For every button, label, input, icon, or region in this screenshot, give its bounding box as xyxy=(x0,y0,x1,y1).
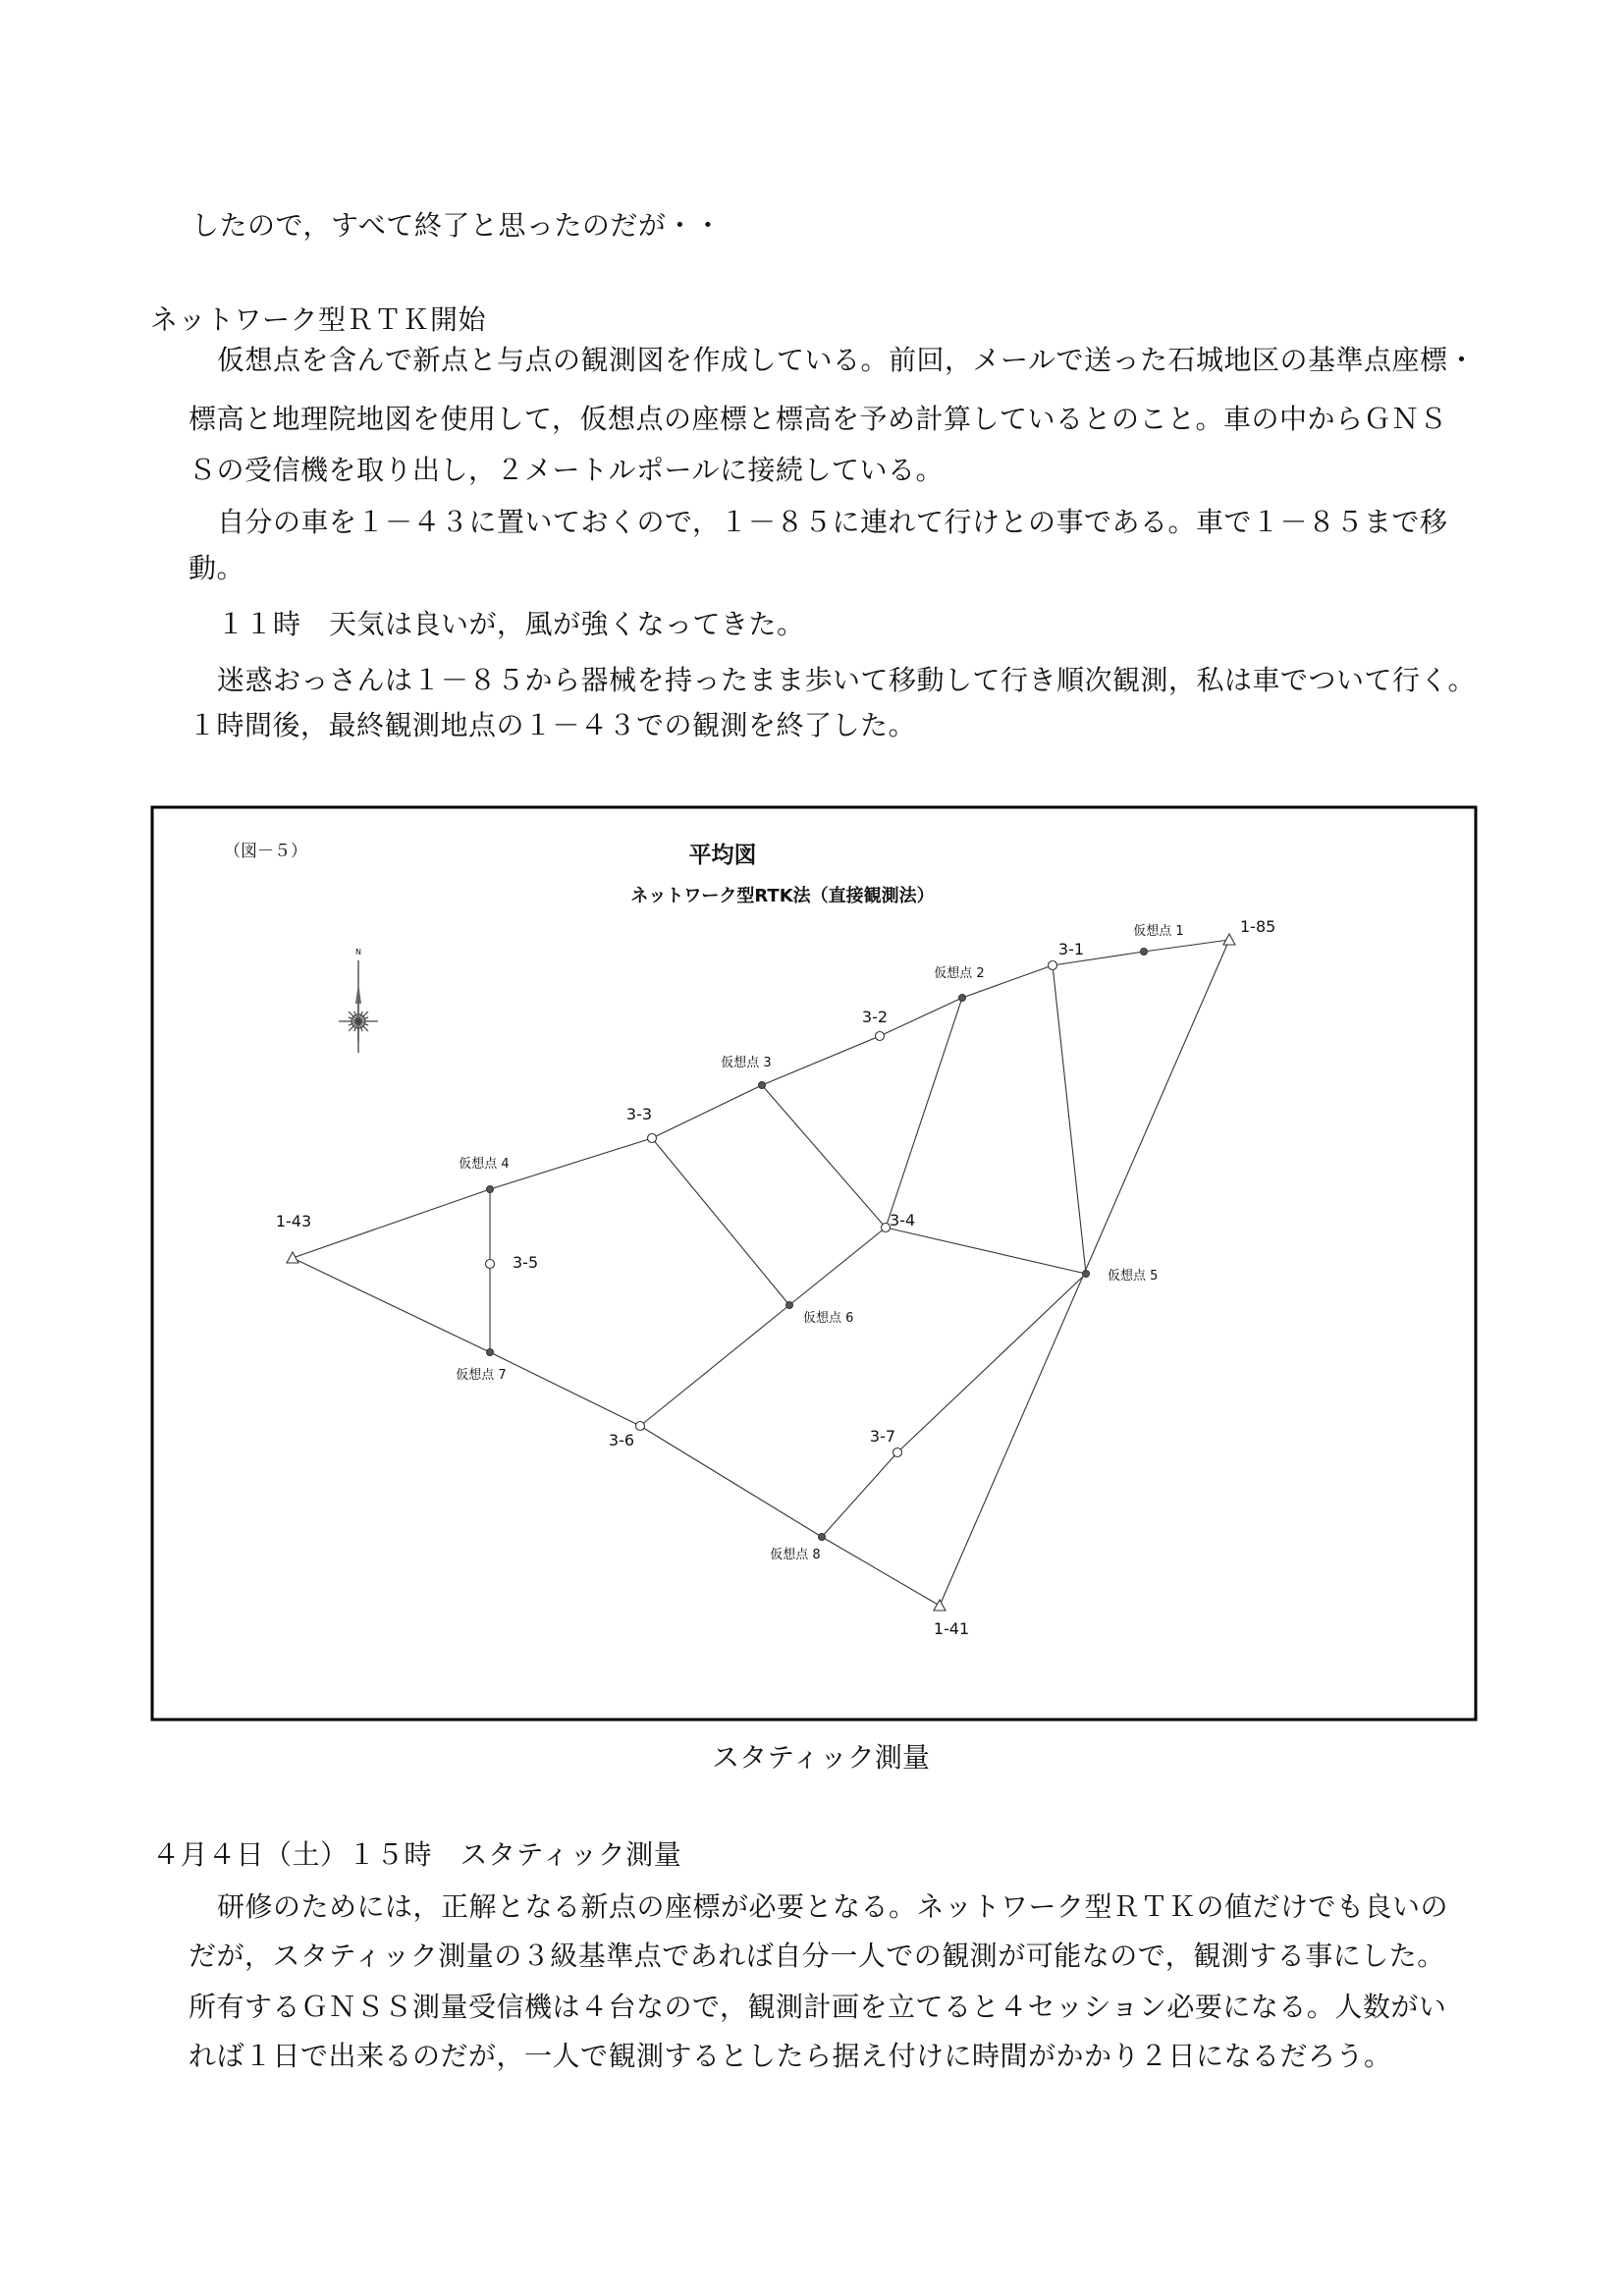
node-label: 仮想点 2 xyxy=(934,966,985,981)
virtual-point-dot-icon xyxy=(959,995,966,1002)
figure-caption: スタティック測量 xyxy=(712,1741,930,1774)
paragraph-line: 動。 xyxy=(189,552,245,584)
compass-arrow xyxy=(355,982,361,1004)
edge-3-3-v6 xyxy=(652,1138,789,1305)
paragraph-line: Ｓの受信機を取り出し，２メートルポールに接続している。 xyxy=(189,454,944,486)
virtual-point-dot-icon xyxy=(1141,949,1148,956)
paragraph-line: １１時 天気は良いが，風が強くなってきた。 xyxy=(217,608,805,640)
edge-3-6-v8 xyxy=(640,1426,822,1537)
paragraph-line: 迷惑おっさんは１－８５から器械を持ったまま歩いて移動して行き順次観測，私は車でついて行く。 xyxy=(217,664,1476,696)
edge-3-4-v5 xyxy=(886,1228,1086,1274)
paragraph-line: １時間後，最終観測地点の１－４３での観測を終了した。 xyxy=(189,709,917,741)
figure-subtitle: ネットワーク型RTK法（直接観測法） xyxy=(630,886,935,906)
paragraph-line: だが，スタティック測量の３級基準点であれば自分一人での観測が可能なので，観測する事にした。 xyxy=(189,1940,1445,1972)
virtual-point-dot-icon xyxy=(1083,1271,1090,1278)
node-label: 仮想点 6 xyxy=(803,1311,854,1326)
node-label: 3-6 xyxy=(608,1431,635,1449)
edge-1-43-v7 xyxy=(293,1258,490,1352)
new-point-circle-icon xyxy=(893,1449,902,1457)
node-label: 3-3 xyxy=(625,1105,653,1123)
paragraph-line: 自分の車を１－４３に置いておくので，１－８５に連れて行けとの事である。車で１－８５まで移 xyxy=(217,506,1448,538)
text-line: したので，すべて終了と思ったのだが・・ xyxy=(191,209,723,242)
virtual-point-dot-icon xyxy=(487,1186,494,1193)
node-label: 仮想点 4 xyxy=(459,1157,510,1172)
figure-number: （図－５） xyxy=(224,842,307,861)
virtual-point-dot-icon xyxy=(487,1349,494,1356)
paragraph-line: れば１日で出来るのだが，一人で観測するとしたら据え付けに時間がかかり２日になるだろう。 xyxy=(189,2040,1392,2072)
paragraph-line: 標高と地理院地図を使用して，仮想点の座標と標高を予め計算しているとのこと。車の中からＧＮＳ xyxy=(189,403,1447,435)
edge-3-1-v5 xyxy=(1053,965,1086,1274)
edge-3-7-v8 xyxy=(822,1452,897,1537)
edge-v4-3-3 xyxy=(490,1138,652,1189)
node-label: 1-85 xyxy=(1240,917,1276,936)
new-point-circle-icon xyxy=(876,1032,885,1041)
node-label: 仮想点 1 xyxy=(1133,924,1184,939)
virtual-point-dot-icon xyxy=(819,1534,826,1541)
compass-north-label: N xyxy=(355,948,361,957)
node-label: 仮想点 5 xyxy=(1108,1269,1159,1284)
node-label: 3-5 xyxy=(513,1253,539,1272)
edge-v1-1-85 xyxy=(1144,940,1229,952)
node-label: 3-4 xyxy=(890,1211,916,1230)
edge-v5-3-7 xyxy=(897,1274,1086,1452)
edge-v2-3-4 xyxy=(886,998,962,1228)
paragraph-line: 所有するＧＮＳＳ測量受信機は４台なので，観測計画を立てると４セッション必要になる。人数がい xyxy=(189,1991,1447,2023)
known-point-triangle-icon xyxy=(287,1252,298,1263)
edge-v8-1-41 xyxy=(822,1537,940,1606)
edge-v3-3-4 xyxy=(762,1085,886,1228)
section-heading-rtk: ネットワーク型ＲＴＫ開始 xyxy=(150,303,487,336)
node-label: 仮想点 3 xyxy=(721,1056,772,1070)
virtual-point-dot-icon xyxy=(786,1302,793,1309)
edge-3-3-v3 xyxy=(652,1085,762,1138)
figure-title: 平均図 xyxy=(688,843,757,868)
edge-v3-3-2 xyxy=(762,1036,880,1085)
node-label: 仮想点 7 xyxy=(456,1368,507,1383)
new-point-circle-icon xyxy=(636,1422,645,1431)
edge-3-2-v2 xyxy=(880,998,962,1036)
node-label: 3-1 xyxy=(1057,940,1085,958)
node-label: 3-7 xyxy=(869,1427,896,1446)
new-point-circle-icon xyxy=(648,1134,657,1143)
known-point-triangle-icon xyxy=(1223,934,1235,945)
figure-frame xyxy=(152,807,1476,1720)
edge-1-43-v4 xyxy=(293,1189,490,1258)
edge-3-4-v6 xyxy=(789,1228,886,1305)
paragraph-line: 仮想点を含んで新点と与点の観測図を作成している。前回，メールで送った石城地区の基準点座標・ xyxy=(217,344,1476,376)
node-label: 3-2 xyxy=(861,1008,889,1026)
section-heading-static: ４月４日（土）１５時 スタティック測量 xyxy=(152,1838,682,1871)
known-point-triangle-icon xyxy=(934,1600,946,1611)
edge-v6-3-6 xyxy=(640,1305,789,1426)
virtual-point-dot-icon xyxy=(759,1082,766,1089)
new-point-circle-icon xyxy=(486,1260,495,1269)
edge-v7-3-6 xyxy=(490,1352,640,1426)
node-label: 1-43 xyxy=(275,1212,312,1230)
compass-rose-icon xyxy=(339,1002,378,1041)
node-label: 1-41 xyxy=(933,1619,970,1638)
new-point-circle-icon xyxy=(1049,961,1057,970)
node-label: 仮想点 8 xyxy=(770,1548,821,1562)
paragraph-line: 研修のためには，正解となる新点の座標が必要となる。ネットワーク型ＲＴＫの値だけでも良いの xyxy=(217,1890,1449,1923)
